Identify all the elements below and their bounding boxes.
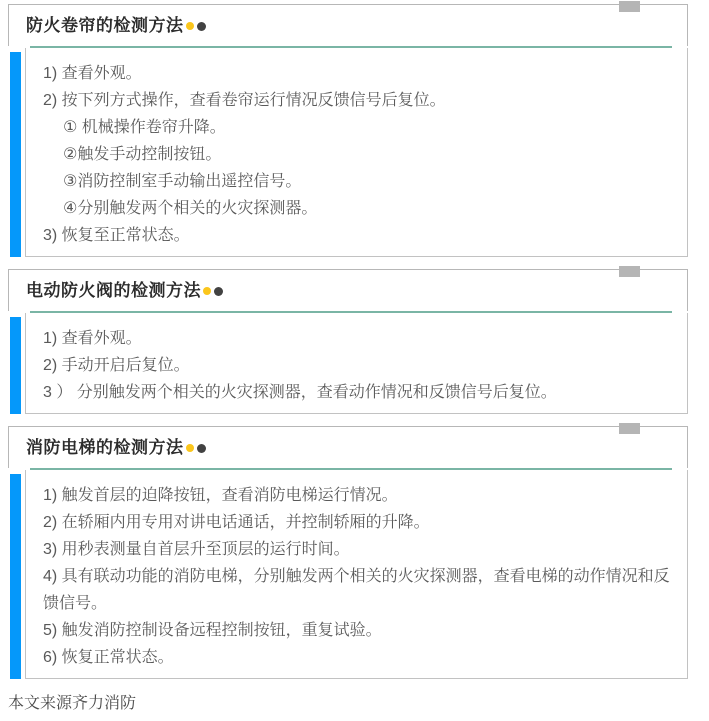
section-content-box xyxy=(25,48,688,257)
list-item: 1) 触发首层的迫降按钮，查看消防电梯运行情况。 xyxy=(43,487,398,504)
corner-tab-decoration xyxy=(619,423,640,434)
list-item: 2) 按下列方式操作，查看卷帘运行情况反馈信号后复位。 xyxy=(43,92,446,109)
section-content-row xyxy=(8,470,688,679)
blue-accent-bar xyxy=(10,52,21,257)
list-subitem: ④分别触发两个相关的火灾探测器。 xyxy=(63,200,318,217)
section-content-row xyxy=(8,313,688,414)
section-fire-damper xyxy=(8,269,688,414)
section-content-box xyxy=(25,313,688,414)
yellow-dot-icon xyxy=(186,22,194,30)
yellow-dot-icon xyxy=(186,444,194,452)
list-item: 2) 手动开启后复位。 xyxy=(43,357,190,374)
list-subitem: ① 机械操作卷帘升降。 xyxy=(63,119,226,136)
list-subitem: ②触发手动控制按钮。 xyxy=(63,146,222,163)
list-item: 5) 触发消防控制设备远程控制按钮，重复试验。 xyxy=(43,622,382,639)
dark-dot-icon xyxy=(214,287,223,296)
section-content-row xyxy=(8,48,688,257)
source-attribution: 本文来源齐力消防 xyxy=(8,695,137,712)
section-title-box xyxy=(8,426,688,468)
list-item: 2) 在轿厢内用专用对讲电话通话，并控制轿厢的升降。 xyxy=(43,514,430,531)
section-fire-shutter xyxy=(8,4,688,257)
yellow-dot-icon xyxy=(203,287,211,295)
list-item: 3 ） 分别触发两个相关的火灾探测器，查看动作情况和反馈信号后复位。 xyxy=(43,384,557,401)
list-item: 1) 查看外观。 xyxy=(43,330,142,347)
dark-dot-icon xyxy=(197,22,206,31)
section-fire-elevator xyxy=(8,426,688,679)
section-title: 电动防火阀的检测方法 xyxy=(26,281,201,300)
corner-tab-decoration xyxy=(619,1,640,12)
list-subitem: ③消防控制室手动输出遥控信号。 xyxy=(63,173,302,190)
list-item: 3) 恢复至正常状态。 xyxy=(43,227,190,244)
section-title: 防火卷帘的检测方法 xyxy=(26,16,184,35)
section-content-box xyxy=(25,470,688,679)
section-title: 消防电梯的检测方法 xyxy=(26,438,184,457)
list-item: 4) 具有联动功能的消防电梯，分别触发两个相关的火灾探测器，查看电梯的动作情况和反馈信号。 xyxy=(43,568,670,612)
corner-tab-decoration xyxy=(619,266,640,277)
list-item: 3) 用秒表测量自首层升至顶层的运行时间。 xyxy=(43,541,350,558)
list-item: 6) 恢复正常状态。 xyxy=(43,649,174,666)
list-item: 1) 查看外观。 xyxy=(43,65,142,82)
section-title-box xyxy=(8,4,688,46)
dark-dot-icon xyxy=(197,444,206,453)
section-title-box xyxy=(8,269,688,311)
blue-accent-bar xyxy=(10,474,21,679)
blue-accent-bar xyxy=(10,317,21,414)
